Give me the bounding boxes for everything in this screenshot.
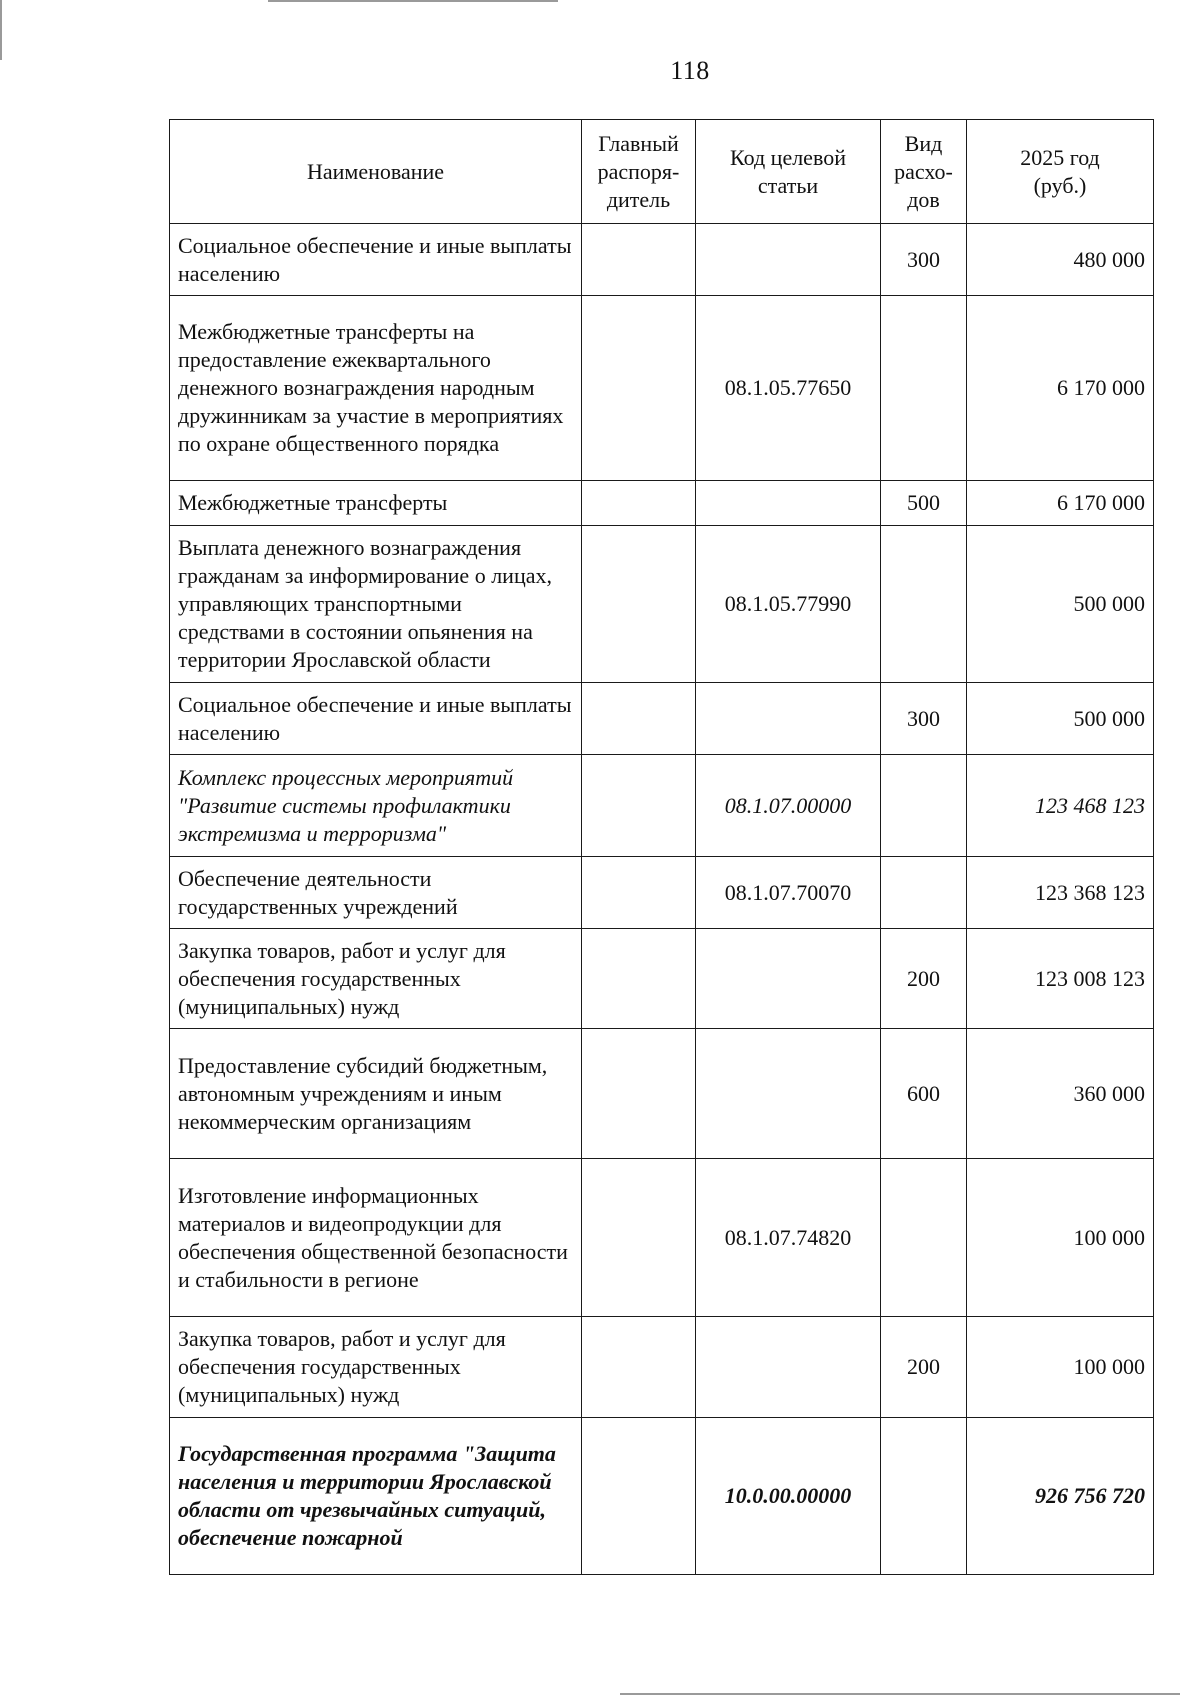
row-amount: 123 468 123	[967, 755, 1154, 857]
row-amount: 500 000	[967, 683, 1154, 755]
row-name: Государственная программа "Защита населения и территории Ярославской области от чрезвычайных ситуаций, обеспечение пожарной	[170, 1418, 582, 1575]
row-manager	[582, 296, 696, 481]
row-manager	[582, 224, 696, 296]
row-kind: 200	[881, 929, 967, 1029]
row-amount: 926 756 720	[967, 1418, 1154, 1575]
row-manager	[582, 1159, 696, 1317]
row-manager	[582, 526, 696, 683]
row-kind: 300	[881, 224, 967, 296]
row-amount: 500 000	[967, 526, 1154, 683]
row-code: 08.1.05.77990	[696, 526, 881, 683]
row-name: Обеспечение деятельности государственных учреждений	[170, 857, 582, 929]
row-kind: 300	[881, 683, 967, 755]
row-kind	[881, 296, 967, 481]
scan-artifact-top	[268, 0, 558, 2]
row-name: Изготовление информационных материалов и видеопродукции для обеспечения общественной безопасности и стабильности в регионе	[170, 1159, 582, 1317]
table-row	[170, 526, 1154, 683]
scan-artifact-left	[0, 0, 2, 60]
table-row	[170, 296, 1154, 481]
row-kind	[881, 857, 967, 929]
row-code	[696, 1029, 881, 1159]
row-code: 08.1.07.74820	[696, 1159, 881, 1317]
row-kind	[881, 526, 967, 683]
row-amount: 6 170 000	[967, 481, 1154, 526]
row-name: Социальное обеспечение и иные выплаты населению	[170, 683, 582, 755]
header-code: Код целевой статьи	[696, 120, 881, 224]
table-row	[170, 683, 1154, 755]
row-manager	[582, 929, 696, 1029]
header-name: Наименование	[170, 120, 582, 224]
table-row	[170, 224, 1154, 296]
table-row	[170, 929, 1154, 1029]
row-kind: 600	[881, 1029, 967, 1159]
row-manager	[582, 683, 696, 755]
row-amount: 6 170 000	[967, 296, 1154, 481]
table-row	[170, 1418, 1154, 1575]
row-kind	[881, 755, 967, 857]
row-code	[696, 481, 881, 526]
row-kind: 500	[881, 481, 967, 526]
row-name: Закупка товаров, работ и услуг для обеспечения государственных (муниципальных) нужд	[170, 1317, 582, 1418]
row-name: Выплата денежного вознаграждения гражданам за информирование о лицах, управляющих транспортными средствами в состоянии опьянения на территории Ярославской области	[170, 526, 582, 683]
table-header-row	[170, 120, 1154, 224]
row-amount: 360 000	[967, 1029, 1154, 1159]
row-kind: 200	[881, 1317, 967, 1418]
row-manager	[582, 1418, 696, 1575]
row-name: Предоставление субсидий бюджетным, автономным учреждениям и иным некоммерческим организациям	[170, 1029, 582, 1159]
row-code: 08.1.07.70070	[696, 857, 881, 929]
row-code: 08.1.05.77650	[696, 296, 881, 481]
table-row	[170, 481, 1154, 526]
table-row	[170, 755, 1154, 857]
row-code: 10.0.00.00000	[696, 1418, 881, 1575]
row-name: Закупка товаров, работ и услуг для обеспечения государственных (муниципальных) нужд	[170, 929, 582, 1029]
row-amount: 123 008 123	[967, 929, 1154, 1029]
row-code	[696, 1317, 881, 1418]
header-amount: 2025 год (руб.)	[967, 120, 1154, 224]
row-kind	[881, 1159, 967, 1317]
row-code: 08.1.07.00000	[696, 755, 881, 857]
row-name: Межбюджетные трансферты	[170, 481, 582, 526]
table-row	[170, 1317, 1154, 1418]
row-manager	[582, 1029, 696, 1159]
row-amount: 100 000	[967, 1317, 1154, 1418]
page-number: 118	[670, 56, 710, 85]
row-manager	[582, 755, 696, 857]
scan-artifact-bottom	[620, 1693, 1180, 1695]
row-code	[696, 929, 881, 1029]
table-row	[170, 1029, 1154, 1159]
row-amount: 123 368 123	[967, 857, 1154, 929]
row-name: Комплекс процессных мероприятий "Развитие системы профилактики экстремизма и терроризма"	[170, 755, 582, 857]
header-kind: Вид расхо- дов	[881, 120, 967, 224]
table-row	[170, 1159, 1154, 1317]
row-amount: 100 000	[967, 1159, 1154, 1317]
row-manager	[582, 1317, 696, 1418]
row-manager	[582, 857, 696, 929]
row-manager	[582, 481, 696, 526]
row-amount: 480 000	[967, 224, 1154, 296]
row-name: Социальное обеспечение и иные выплаты населению	[170, 224, 582, 296]
table-row	[170, 857, 1154, 929]
row-kind	[881, 1418, 967, 1575]
row-code	[696, 224, 881, 296]
header-manager: Главный распоря- дитель	[582, 120, 696, 224]
budget-table	[169, 119, 1154, 1575]
row-code	[696, 683, 881, 755]
row-name: Межбюджетные трансферты на предоставление ежеквартального денежного вознаграждения народным дружинникам за участие в мероприятиях по охране общественного порядка	[170, 296, 582, 481]
